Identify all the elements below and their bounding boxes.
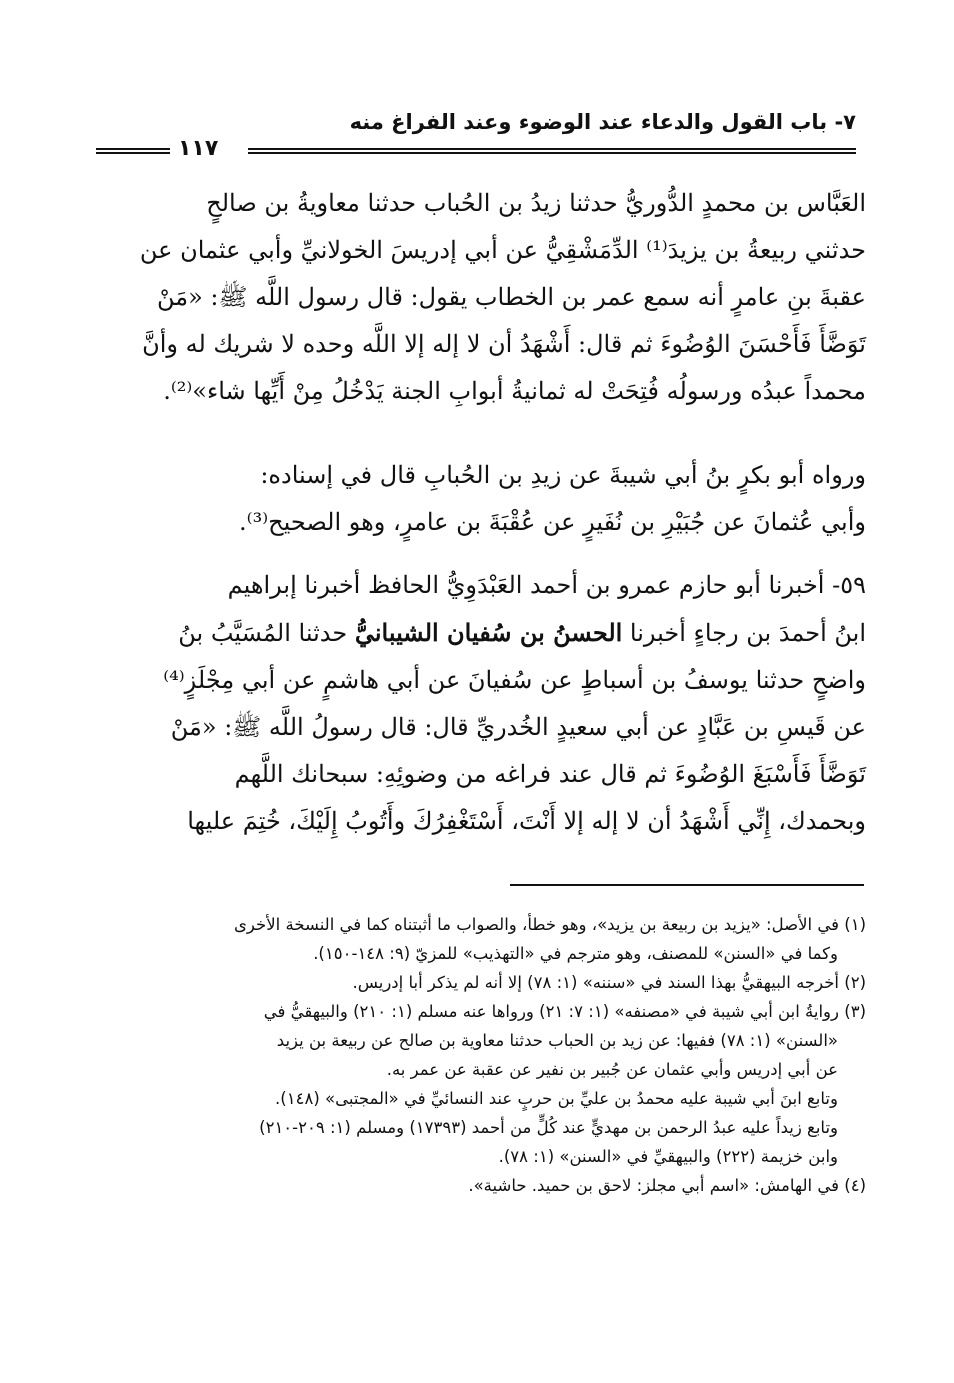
text-line: محمداً عبدُه ورسولُه فُتِحَتْ له ثمانيةُ أبوابِ الجنة يَدْخُلُ مِنْ أَيِّها شاء»⁽²⁾. [163, 377, 866, 405]
text-line: وبحمدك، إِنِّي أَشْهَدُ أن لا إله إلا أَنْتَ، أَسْتَغْفِرُكَ وأَتُوبُ إِلَيْكَ، خُتِمَ عليها [187, 807, 866, 835]
paragraph-hadith-59 [96, 562, 866, 845]
footnote-2 [96, 968, 866, 997]
text-segment: ابنُ أحمدَ بن رجاءٍ أخبرنا [622, 619, 866, 647]
footnote-4 [96, 1171, 866, 1200]
footnote-separator [510, 884, 864, 886]
header-rule-right [248, 148, 856, 154]
text-line: ٥٩- أخبرنا أبو حازم عمرو بن أحمد العَبْدَوِيُّ الحافظ أخبرنا إبراهيم [227, 571, 866, 599]
footnotes [96, 910, 866, 1200]
footnote-1 [96, 910, 866, 968]
page-header [96, 110, 856, 170]
footnote-line: عن أبي إدريس وأبي عثمان عن جُبير بن نفير عن عقبة عن عمر به. [386, 1060, 838, 1079]
narrator-name-bold: الحسنُ بن سُفيان الشيبانيُّ [354, 618, 623, 647]
text-line: تَوَضَّأَ فَأَحْسَنَ الوُضُوءَ ثم قال: أَشْهَدُ أن لا إله إلا اللَّه وحده لا شريك له وأنَّ [142, 330, 866, 358]
text-segment: حدثنا المُسَيَّبُ بنُ [178, 619, 355, 647]
header-rule-left [96, 148, 170, 154]
text-line: واضحٍ حدثنا يوسفُ بن أسباطٍ عن سُفيانَ عن أبي هاشمٍ عن أبي مِجْلَزٍ⁽⁴⁾ [163, 666, 866, 694]
text-line [96, 609, 866, 657]
page-number: ١١٧ [178, 136, 219, 161]
footnote-line: (٤) في الهامش: «اسم أبي مجلز: لاحق بن حميد. حاشية». [468, 1176, 866, 1195]
text-line: حدثني ربيعةُ بن يزيدَ⁽¹⁾ الدِّمَشْقِيُّ عن أبي إدريسَ الخولانيِّ وأبي عثمان عن [139, 236, 866, 264]
chapter-title: ٧- باب القول والدعاء عند الوضوء وعند الفراغ منه [349, 110, 856, 134]
footnote-line: وتابع ابنَ أبي شيبة عليه محمدُ بن عليِّ بن حربٍ عند النسائيِّ في «المجتبى» (١٤٨). [275, 1089, 838, 1108]
footnote-line: (٣) روايةُ ابن أبي شيبة في «مصنفه» (١: ٧: ٢١) ورواها عنه مسلم (١: ٢١٠) والبيهقيُّ في [263, 1002, 866, 1021]
footnote-3 [96, 997, 866, 1171]
footnote-line: وكما في «السنن» للمصنف، وهو مترجم في «التهذيب» للمزيّ (٩: ١٤٨-١٥٠). [313, 944, 838, 963]
footnote-line: (٢) أخرجه البيهقيُّ بهذا السند في «سننه» (١: ٧٨) إلا أنه لم يذكر أبا إدريس. [352, 973, 866, 992]
text-line: عقبةَ بنِ عامرٍ أنه سمع عمر بن الخطاب يقول: قال رسول اللَّه ﷺ: «مَنْ [156, 283, 866, 311]
paragraph-2 [96, 452, 866, 546]
footnote-line: «السنن» (١: ٧٨) ففيها: عن زيد بن الحباب حدثنا معاوية بن صالح عن ربيعة بن يزيد [276, 1031, 838, 1050]
text-line: العَبَّاس بن محمدٍ الدُّوريُّ حدثنا زيدُ بن الحُباب حدثنا معاويةُ بن صالحٍ [206, 189, 866, 217]
text-line: عن قَيسِ بن عَبَّادٍ عن أبي سعيدٍ الخُدريِّ قال: قال رسولُ اللَّه ﷺ: «مَنْ [170, 713, 866, 741]
paragraph-1 [96, 180, 866, 415]
footnote-line: وابن خزيمة (٢٢٢) والبيهقيِّ في «السنن» (١: ٧٨). [498, 1147, 838, 1166]
text-line: ورواه أبو بكرٍ بنُ أبي شيبةَ عن زيدِ بن الحُبابِ قال في إسناده: [260, 461, 866, 489]
text-line: تَوَضَّأَ فَأَسْبَغَ الوُضُوءَ ثم قال عند فراغه من وضوئِهِ: سبحانك اللَّهم [234, 760, 866, 788]
text-line: وأبي عُثمانَ عن جُبَيْرِ بن نُفَيرٍ عن عُقْبَةَ بن عامرٍ، وهو الصحيح⁽³⁾. [239, 508, 866, 536]
footnote-line: (١) في الأصل: «يزيد بن ربيعة بن يزيد»، وهو خطأ، والصواب ما أثبتناه كما في النسخة الأخرى [234, 915, 866, 934]
footnote-line: وتابع زيداً عليه عبدُ الرحمن بن مهديٍّ عند كُلٍّ من أحمد (١٧٣٩٣) ومسلم (١: ٢٠٩-٢١٠) [259, 1118, 838, 1137]
